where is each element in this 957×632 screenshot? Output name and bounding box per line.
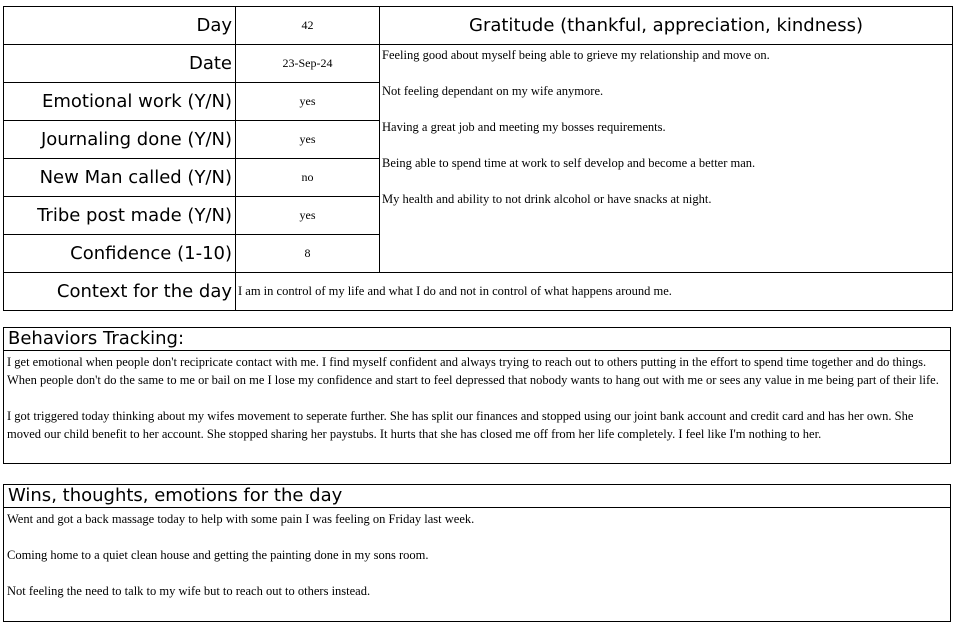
gratitude-list — [380, 45, 953, 273]
gratitude-item: My health and ability to not drink alcohol or have snacks at night. — [382, 192, 712, 206]
new-man-called-label: New Man called (Y/N) — [4, 159, 236, 197]
daily-summary-table — [3, 6, 953, 311]
context-label: Context for the day — [4, 273, 236, 311]
date-value: 23-Sep-24 — [236, 45, 380, 83]
tribe-post-value: yes — [236, 197, 380, 235]
wins-item: Not feeling the need to talk to my wife but to reach out to others instead. — [7, 584, 371, 598]
journaling-value: yes — [236, 121, 380, 159]
new-man-called-value: no — [236, 159, 380, 197]
emotional-work-value: yes — [236, 83, 380, 121]
gratitude-item: Not feeling dependant on my wife anymore. — [382, 84, 604, 98]
behaviors-body — [4, 351, 950, 445]
behaviors-paragraph: I got triggered today thinking about my wifes movement to seperate further. She has split our finances and stopped using our joint bank account and credit card and has her own. She moved our child benefit to her account. She stopped sharing her paystubs. It hurts that she has closed me off from her life completely. I feel like I'm nothing to her. — [7, 409, 914, 441]
date-label: Date — [4, 45, 236, 83]
day-value: 42 — [236, 7, 380, 45]
confidence-label: Confidence (1-10) — [4, 235, 236, 273]
behaviors-paragraph: I get emotional when people don't recipricate contact with me. I find myself confident and always trying to reach out to others putting in the effort to spend time together and do things. When people don't do the same to me or bail on me I lose my confidence and start to feel depressed that nobody wants to hang out with me or sees any value in me being part of their life. — [7, 355, 939, 387]
behaviors-heading: Behaviors Tracking: — [4, 328, 950, 351]
journaling-label: Journaling done (Y/N) — [4, 121, 236, 159]
gratitude-item: Being able to spend time at work to self develop and become a better man. — [382, 156, 756, 170]
gratitude-item: Feeling good about myself being able to grieve my relationship and move on. — [382, 48, 770, 62]
wins-item: Coming home to a quiet clean house and getting the painting done in my sons room. — [7, 548, 429, 562]
wins-body — [4, 508, 950, 602]
emotional-work-label: Emotional work (Y/N) — [4, 83, 236, 121]
wins-heading: Wins, thoughts, emotions for the day — [4, 485, 950, 508]
wins-item: Went and got a back massage today to help with some pain I was feeling on Friday last week. — [7, 512, 475, 526]
confidence-value: 8 — [236, 235, 380, 273]
context-value: I am in control of my life and what I do and not in control of what happens around me. — [236, 273, 953, 311]
day-label: Day — [4, 7, 236, 45]
gratitude-heading: Gratitude (thankful, appreciation, kindness) — [380, 7, 953, 45]
behaviors-tracking-section — [3, 327, 951, 464]
tribe-post-label: Tribe post made (Y/N) — [4, 197, 236, 235]
wins-section — [3, 484, 951, 622]
gratitude-item: Having a great job and meeting my bosses requirements. — [382, 120, 666, 134]
